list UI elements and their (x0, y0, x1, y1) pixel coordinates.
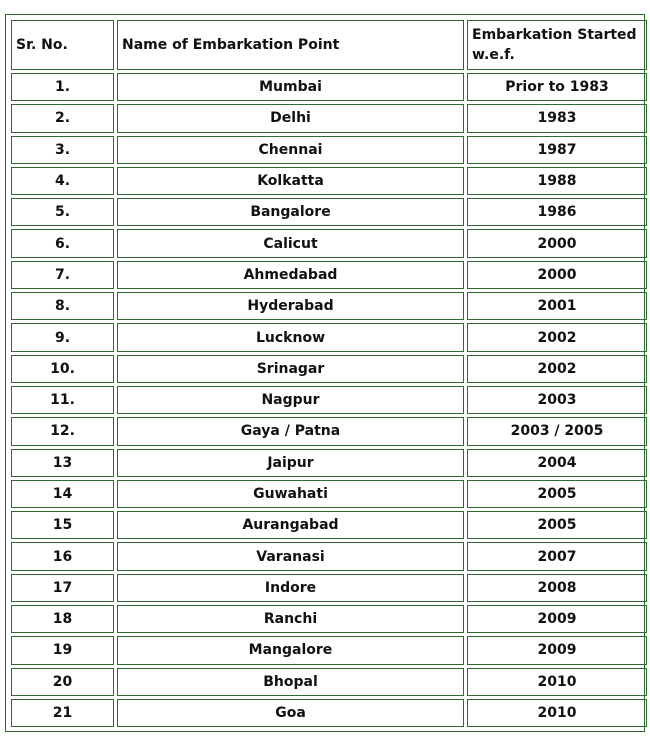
cell-embarkation-point: Varanasi (117, 542, 464, 570)
cell-sr-no: 14 (11, 480, 114, 508)
cell-start-year: 2003 (467, 386, 647, 414)
embarkation-table-frame (5, 14, 645, 732)
cell-start-year: 2002 (467, 323, 647, 351)
cell-start-year: 2004 (467, 449, 647, 477)
table-row (11, 511, 647, 539)
cell-start-year: 1988 (467, 167, 647, 195)
header-embarkation-started: Embarkation Started w.e.f. (467, 20, 647, 70)
cell-sr-no: 21 (11, 699, 114, 727)
cell-embarkation-point: Nagpur (117, 386, 464, 414)
cell-start-year: 2009 (467, 605, 647, 633)
table-row (11, 668, 647, 696)
table-row (11, 386, 647, 414)
cell-start-year: 2010 (467, 668, 647, 696)
cell-sr-no: 3. (11, 136, 114, 164)
table-row (11, 229, 647, 257)
header-sr-no: Sr. No. (11, 20, 114, 70)
cell-start-year: 1987 (467, 136, 647, 164)
table-row (11, 73, 647, 101)
header-row (11, 20, 647, 70)
cell-sr-no: 9. (11, 323, 114, 351)
cell-sr-no: 11. (11, 386, 114, 414)
cell-sr-no: 5. (11, 198, 114, 226)
cell-embarkation-point: Jaipur (117, 449, 464, 477)
cell-sr-no: 7. (11, 261, 114, 289)
cell-embarkation-point: Bhopal (117, 668, 464, 696)
cell-start-year: 2008 (467, 574, 647, 602)
header-embarkation-point: Name of Embarkation Point (117, 20, 464, 70)
table-row (11, 136, 647, 164)
cell-start-year: Prior to 1983 (467, 73, 647, 101)
table-row (11, 198, 647, 226)
cell-sr-no: 2. (11, 104, 114, 132)
table-row (11, 449, 647, 477)
table-row (11, 261, 647, 289)
cell-start-year: 2000 (467, 229, 647, 257)
cell-embarkation-point: Mumbai (117, 73, 464, 101)
cell-sr-no: 6. (11, 229, 114, 257)
table-row (11, 292, 647, 320)
cell-sr-no: 10. (11, 355, 114, 383)
cell-embarkation-point: Chennai (117, 136, 464, 164)
cell-embarkation-point: Calicut (117, 229, 464, 257)
cell-embarkation-point: Lucknow (117, 323, 464, 351)
cell-sr-no: 12. (11, 417, 114, 445)
cell-embarkation-point: Ranchi (117, 605, 464, 633)
cell-embarkation-point: Goa (117, 699, 464, 727)
cell-start-year: 2009 (467, 636, 647, 664)
cell-sr-no: 4. (11, 167, 114, 195)
table-body (11, 73, 647, 727)
cell-start-year: 2002 (467, 355, 647, 383)
cell-start-year: 1986 (467, 198, 647, 226)
cell-sr-no: 13 (11, 449, 114, 477)
cell-embarkation-point: Bangalore (117, 198, 464, 226)
table-row (11, 323, 647, 351)
table-row (11, 699, 647, 727)
table-row (11, 355, 647, 383)
table-row (11, 636, 647, 664)
cell-sr-no: 17 (11, 574, 114, 602)
cell-embarkation-point: Guwahati (117, 480, 464, 508)
cell-embarkation-point: Indore (117, 574, 464, 602)
table-row (11, 605, 647, 633)
table-row (11, 417, 647, 445)
table-row (11, 480, 647, 508)
cell-start-year: 2005 (467, 511, 647, 539)
cell-embarkation-point: Mangalore (117, 636, 464, 664)
cell-start-year: 2001 (467, 292, 647, 320)
embarkation-table (8, 17, 650, 730)
cell-embarkation-point: Ahmedabad (117, 261, 464, 289)
cell-start-year: 2010 (467, 699, 647, 727)
cell-sr-no: 8. (11, 292, 114, 320)
cell-embarkation-point: Srinagar (117, 355, 464, 383)
cell-sr-no: 20 (11, 668, 114, 696)
cell-embarkation-point: Gaya / Patna (117, 417, 464, 445)
cell-start-year: 2007 (467, 542, 647, 570)
cell-embarkation-point: Delhi (117, 104, 464, 132)
cell-sr-no: 19 (11, 636, 114, 664)
cell-sr-no: 15 (11, 511, 114, 539)
table-row (11, 104, 647, 132)
cell-embarkation-point: Hyderabad (117, 292, 464, 320)
cell-embarkation-point: Aurangabad (117, 511, 464, 539)
cell-start-year: 2005 (467, 480, 647, 508)
cell-start-year: 1983 (467, 104, 647, 132)
cell-sr-no: 18 (11, 605, 114, 633)
cell-sr-no: 1. (11, 73, 114, 101)
cell-start-year: 2000 (467, 261, 647, 289)
cell-sr-no: 16 (11, 542, 114, 570)
cell-start-year: 2003 / 2005 (467, 417, 647, 445)
table-row (11, 542, 647, 570)
cell-embarkation-point: Kolkatta (117, 167, 464, 195)
table-row (11, 167, 647, 195)
table-row (11, 574, 647, 602)
